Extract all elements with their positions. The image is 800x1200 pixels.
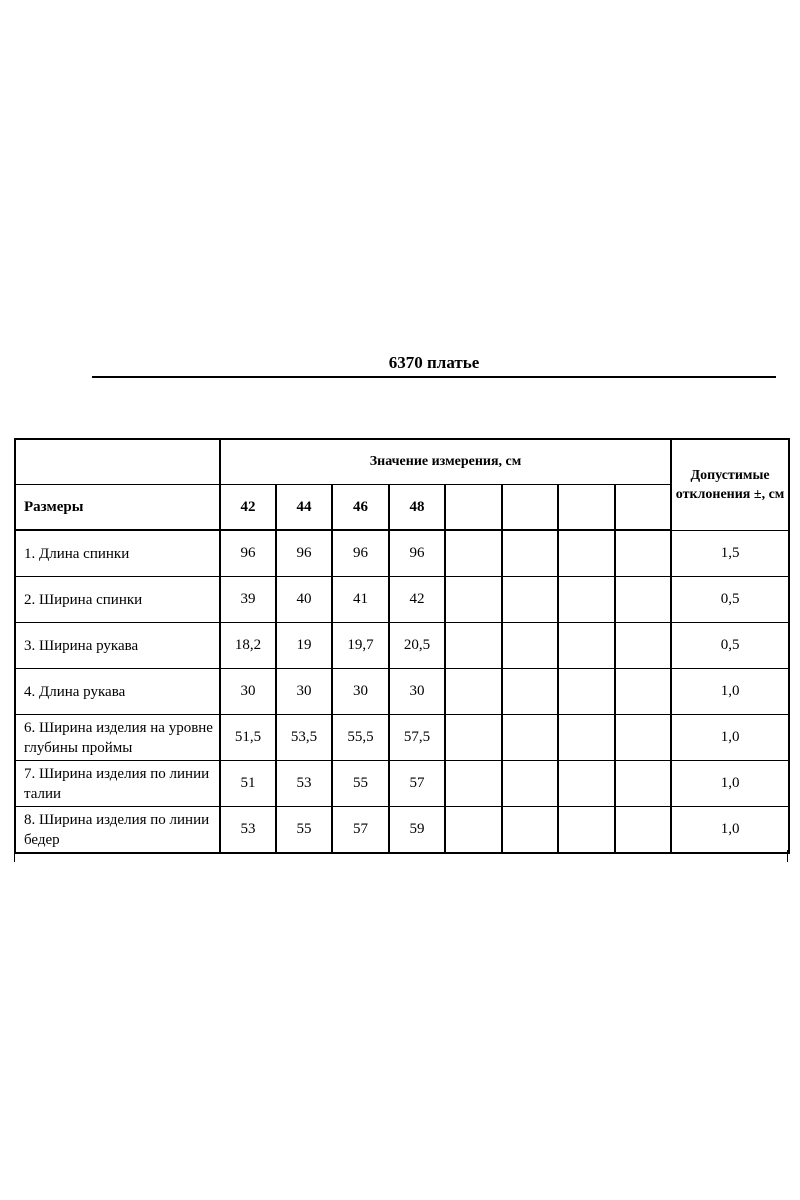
row-label: 2. Ширина спинки — [15, 577, 220, 623]
size-header-cell — [445, 485, 502, 531]
value-cell: 53 — [276, 761, 332, 807]
value-cell — [445, 577, 502, 623]
size-header-cell: 42 — [220, 485, 276, 531]
value-cell — [615, 623, 671, 669]
value-cell: 96 — [332, 530, 389, 577]
size-header-cell: 48 — [389, 485, 445, 531]
size-header-cell — [502, 485, 558, 531]
value-cell: 96 — [389, 530, 445, 577]
value-cell — [445, 623, 502, 669]
value-cell — [558, 577, 615, 623]
value-cell: 18,2 — [220, 623, 276, 669]
value-cell: 19 — [276, 623, 332, 669]
value-cell: 30 — [220, 669, 276, 715]
value-cell: 55 — [332, 761, 389, 807]
value-cell: 42 — [389, 577, 445, 623]
table-row — [15, 761, 789, 807]
value-cell: 30 — [332, 669, 389, 715]
row-label: 8. Ширина изделия по линии бедер — [15, 807, 220, 854]
value-cell — [615, 715, 671, 761]
value-cell: 20,5 — [389, 623, 445, 669]
value-cell: 30 — [276, 669, 332, 715]
size-header-cell — [558, 485, 615, 531]
value-cell — [558, 623, 615, 669]
value-cell — [615, 761, 671, 807]
value-cell: 41 — [332, 577, 389, 623]
value-cell: 51,5 — [220, 715, 276, 761]
header-row-measurement — [15, 439, 789, 485]
value-cell: 55,5 — [332, 715, 389, 761]
value-cell — [445, 669, 502, 715]
value-cell — [615, 807, 671, 854]
value-cell — [445, 761, 502, 807]
value-cell: 51 — [220, 761, 276, 807]
value-cell — [502, 761, 558, 807]
row-label: 3. Ширина рукава — [15, 623, 220, 669]
value-cell — [558, 761, 615, 807]
value-cell: 55 — [276, 807, 332, 854]
value-cell — [615, 669, 671, 715]
sizes-label: Размеры — [15, 485, 220, 531]
size-header-cell: 44 — [276, 485, 332, 531]
value-cell — [502, 807, 558, 854]
value-cell: 59 — [389, 807, 445, 854]
tolerance-header: Допустимые отклонения ±, см — [671, 439, 789, 530]
row-label: 4. Длина рукава — [15, 669, 220, 715]
table-row — [15, 623, 789, 669]
table-row — [15, 807, 789, 854]
row-label: 6. Ширина изделия на уровне глубины проймы — [15, 715, 220, 761]
value-cell — [615, 577, 671, 623]
tolerance-cell: 1,5 — [671, 530, 789, 577]
value-cell — [558, 807, 615, 854]
value-cell: 19,7 — [332, 623, 389, 669]
value-cell — [445, 715, 502, 761]
row-label: 7. Ширина изделия по линии талии — [15, 761, 220, 807]
value-cell — [502, 623, 558, 669]
value-cell — [502, 715, 558, 761]
row-label: 1. Длина спинки — [15, 530, 220, 577]
value-cell — [502, 530, 558, 577]
value-cell — [558, 669, 615, 715]
table-row — [15, 577, 789, 623]
value-cell: 57 — [389, 761, 445, 807]
tolerance-cell: 0,5 — [671, 623, 789, 669]
value-cell: 57,5 — [389, 715, 445, 761]
value-cell — [558, 715, 615, 761]
tolerance-cell: 1,0 — [671, 761, 789, 807]
size-header-cell: 46 — [332, 485, 389, 531]
table-row — [15, 715, 789, 761]
measurement-header: Значение измерения, см — [220, 439, 671, 485]
table-continuation-lines — [14, 850, 788, 862]
header-empty-cell — [15, 439, 220, 485]
table-row — [15, 669, 789, 715]
value-cell — [502, 577, 558, 623]
value-cell — [558, 530, 615, 577]
continuation-line-right — [787, 850, 788, 862]
value-cell — [615, 530, 671, 577]
value-cell: 40 — [276, 577, 332, 623]
value-cell: 30 — [389, 669, 445, 715]
value-cell: 96 — [276, 530, 332, 577]
value-cell: 53 — [220, 807, 276, 854]
tolerance-cell: 1,0 — [671, 715, 789, 761]
value-cell: 96 — [220, 530, 276, 577]
tolerance-cell: 1,0 — [671, 807, 789, 854]
size-header-cell — [615, 485, 671, 531]
value-cell — [502, 669, 558, 715]
value-cell: 57 — [332, 807, 389, 854]
value-cell — [445, 530, 502, 577]
continuation-line-left — [14, 850, 15, 862]
value-cell — [445, 807, 502, 854]
value-cell: 53,5 — [276, 715, 332, 761]
title-underline — [92, 376, 776, 378]
tolerance-cell: 0,5 — [671, 577, 789, 623]
table-row — [15, 530, 789, 577]
size-measurement-table — [14, 438, 790, 854]
tolerance-cell: 1,0 — [671, 669, 789, 715]
document-title: 6370 платье — [388, 353, 480, 372]
value-cell: 39 — [220, 577, 276, 623]
